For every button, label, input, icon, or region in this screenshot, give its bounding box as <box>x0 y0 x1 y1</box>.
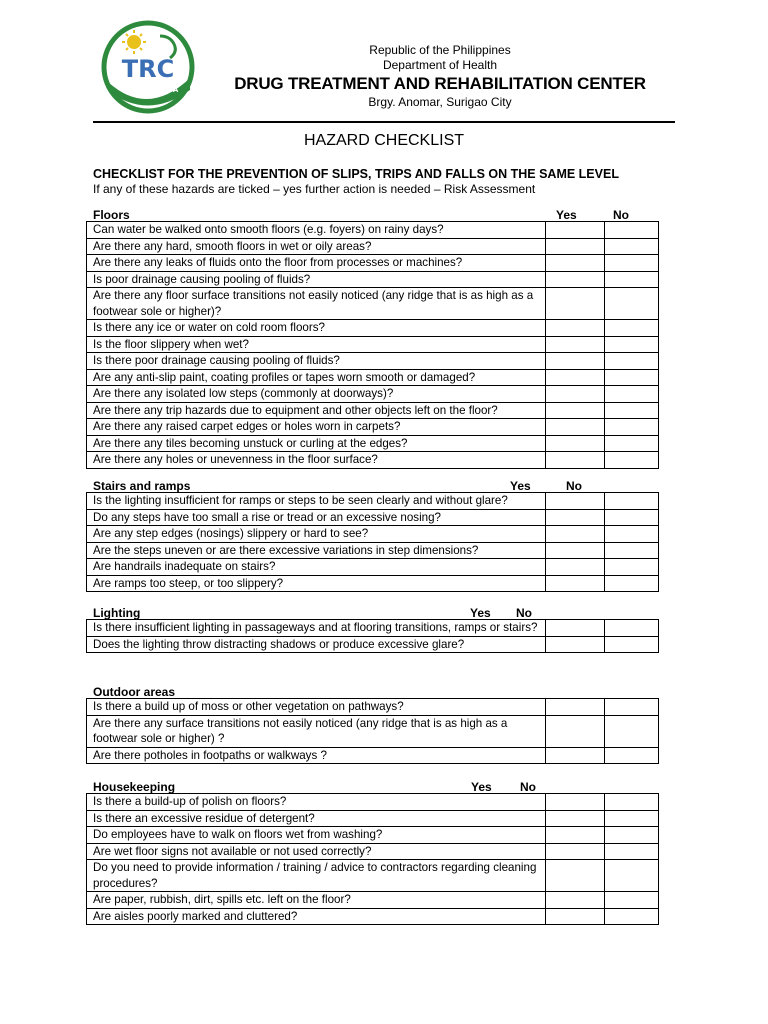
yes-checkbox-cell[interactable] <box>546 255 605 272</box>
no-checkbox-cell[interactable] <box>605 699 659 716</box>
question-text: Are paper, rubbish, dirt, spills etc. left on the floor? <box>87 892 546 909</box>
question-text: Are there any surface transitions not easily noticed (any ridge that is as high as a footwear sole or higher) ? <box>87 715 546 747</box>
checklist-row <box>87 271 659 288</box>
yes-checkbox-cell[interactable] <box>546 843 605 860</box>
checklist-row <box>87 509 659 526</box>
no-checkbox-cell[interactable] <box>605 255 659 272</box>
no-checkbox-cell[interactable] <box>605 794 659 811</box>
yes-checkbox-cell[interactable] <box>546 860 605 892</box>
question-text: Are there potholes in footpaths or walkways ? <box>87 747 546 764</box>
no-checkbox-cell[interactable] <box>605 747 659 764</box>
section-stairs-and-ramps <box>86 478 658 592</box>
header-republic: Republic of the Philippines <box>369 43 511 57</box>
svg-text:CARAGA: CARAGA <box>145 86 179 94</box>
yes-checkbox-cell[interactable] <box>546 620 605 637</box>
checklist-row <box>87 747 659 764</box>
checklist-row <box>87 699 659 716</box>
question-text: Are there any tiles becoming unstuck or curling at the edges? <box>87 435 546 452</box>
document-title: HAZARD CHECKLIST <box>303 132 465 149</box>
no-checkbox-cell[interactable] <box>605 810 659 827</box>
yes-checkbox-cell[interactable] <box>546 827 605 844</box>
checklist-subtitle: CHECKLIST FOR THE PREVENTION OF SLIPS, TRIPS AND FALLS ON THE SAME LEVEL <box>93 167 619 181</box>
trc-logo <box>98 20 200 114</box>
section-title: Lighting <box>93 606 141 620</box>
section-title: Stairs and ramps <box>93 479 191 493</box>
no-checkbox-cell[interactable] <box>605 860 659 892</box>
yes-checkbox-cell[interactable] <box>546 336 605 353</box>
question-text: Is the lighting insufficient for ramps or steps to be seen clearly and without glare? <box>87 493 546 510</box>
question-text: Is there a build up of moss or other vegetation on pathways? <box>87 699 546 716</box>
svg-text:TRC: TRC <box>121 55 175 83</box>
no-checkbox-cell[interactable] <box>605 892 659 909</box>
yes-checkbox-cell[interactable] <box>546 353 605 370</box>
yes-checkbox-cell[interactable] <box>546 493 605 510</box>
checklist-table <box>86 793 659 925</box>
checklist-row <box>87 575 659 592</box>
checklist-row <box>87 336 659 353</box>
checklist-table <box>86 492 659 592</box>
yes-checkbox-cell[interactable] <box>546 636 605 653</box>
yes-checkbox-cell[interactable] <box>546 509 605 526</box>
no-checkbox-cell[interactable] <box>605 715 659 747</box>
question-text: Are any anti-slip paint, coating profiles or tapes worn smooth or damaged? <box>87 369 546 386</box>
yes-checkbox-cell[interactable] <box>546 419 605 436</box>
no-checkbox-cell[interactable] <box>605 386 659 403</box>
checklist-row <box>87 369 659 386</box>
yes-column-header: Yes <box>471 780 492 794</box>
checklist-row <box>87 715 659 747</box>
question-text: Is there poor drainage causing pooling of fluids? <box>87 353 546 370</box>
no-checkbox-cell[interactable] <box>605 620 659 637</box>
question-text: Do employees have to walk on floors wet from washing? <box>87 827 546 844</box>
no-checkbox-cell[interactable] <box>605 271 659 288</box>
no-checkbox-cell[interactable] <box>605 509 659 526</box>
question-text: Are wet floor signs not available or not used correctly? <box>87 843 546 860</box>
checklist-table <box>86 619 659 653</box>
no-checkbox-cell[interactable] <box>605 288 659 320</box>
checklist-row <box>87 238 659 255</box>
yes-column-header: Yes <box>470 606 491 620</box>
yes-checkbox-cell[interactable] <box>546 288 605 320</box>
no-checkbox-cell[interactable] <box>605 575 659 592</box>
yes-checkbox-cell[interactable] <box>546 402 605 419</box>
no-column-header: No <box>613 208 629 222</box>
yes-checkbox-cell[interactable] <box>546 908 605 925</box>
question-text: Is there an excessive residue of detergent? <box>87 810 546 827</box>
yes-checkbox-cell[interactable] <box>546 452 605 469</box>
checklist-row <box>87 452 659 469</box>
question-text: Are ramps too steep, or too slippery? <box>87 575 546 592</box>
question-text: Is there any ice or water on cold room floors? <box>87 320 546 337</box>
yes-checkbox-cell[interactable] <box>546 222 605 239</box>
section-lighting <box>86 605 658 653</box>
section-title: Housekeeping <box>93 780 176 794</box>
no-column-header: No <box>516 606 532 620</box>
question-text: Does the lighting throw distracting shadows or produce excessive glare? <box>87 636 546 653</box>
question-text: Is the floor slippery when wet? <box>87 336 546 353</box>
yes-checkbox-cell[interactable] <box>546 892 605 909</box>
question-text: Are there any trip hazards due to equipment and other objects left on the floor? <box>87 402 546 419</box>
checklist-row <box>87 320 659 337</box>
no-checkbox-cell[interactable] <box>605 843 659 860</box>
checklist-row <box>87 255 659 272</box>
yes-checkbox-cell[interactable] <box>546 386 605 403</box>
yes-checkbox-cell[interactable] <box>546 575 605 592</box>
question-text: Is there insufficient lighting in passageways and at flooring transitions, ramps or stairs? <box>87 620 546 637</box>
question-text: Are aisles poorly marked and cluttered? <box>87 908 546 925</box>
no-checkbox-cell[interactable] <box>605 320 659 337</box>
no-checkbox-cell[interactable] <box>605 526 659 543</box>
header-address: Brgy. Anomar, Surigao City <box>368 95 512 109</box>
question-text: Are the steps uneven or are there excessive variations in step dimensions? <box>87 542 546 559</box>
checklist-row <box>87 810 659 827</box>
question-text: Are handrails inadequate on stairs? <box>87 559 546 576</box>
yes-checkbox-cell[interactable] <box>546 794 605 811</box>
no-checkbox-cell[interactable] <box>605 238 659 255</box>
yes-checkbox-cell[interactable] <box>546 271 605 288</box>
checklist-row <box>87 493 659 510</box>
checklist-row <box>87 843 659 860</box>
no-checkbox-cell[interactable] <box>605 827 659 844</box>
question-text: Are there any leaks of fluids onto the floor from processes or machines? <box>87 255 546 272</box>
yes-checkbox-cell[interactable] <box>546 369 605 386</box>
yes-checkbox-cell[interactable] <box>546 320 605 337</box>
yes-checkbox-cell[interactable] <box>546 435 605 452</box>
checklist-row <box>87 908 659 925</box>
no-checkbox-cell[interactable] <box>605 636 659 653</box>
no-checkbox-cell[interactable] <box>605 542 659 559</box>
no-checkbox-cell[interactable] <box>605 908 659 925</box>
yes-checkbox-cell[interactable] <box>546 238 605 255</box>
checklist-row <box>87 636 659 653</box>
checklist-row <box>87 827 659 844</box>
checklist-row <box>87 860 659 892</box>
question-text: Do you need to provide information / training / advice to contractors regarding cleaning procedures? <box>87 860 546 892</box>
question-text: Is there a build-up of polish on floors? <box>87 794 546 811</box>
section-title: Outdoor areas <box>93 685 176 699</box>
checklist-row <box>87 288 659 320</box>
question-text: Are there any hard, smooth floors in wet or oily areas? <box>87 238 546 255</box>
checklist-row <box>87 526 659 543</box>
section-housekeeping <box>86 779 658 925</box>
no-checkbox-cell[interactable] <box>605 369 659 386</box>
section-floors <box>86 207 658 469</box>
yes-checkbox-cell[interactable] <box>546 810 605 827</box>
yes-column-header: Yes <box>556 208 577 222</box>
header-department: Department of Health <box>382 58 498 72</box>
checklist-table <box>86 221 659 469</box>
no-checkbox-cell[interactable] <box>605 493 659 510</box>
no-checkbox-cell[interactable] <box>605 452 659 469</box>
header-center-name: DRUG TREATMENT AND REHABILITATION CENTER <box>234 74 646 93</box>
question-text: Are there any raised carpet edges or holes worn in carpets? <box>87 419 546 436</box>
section-title: Floors <box>93 208 130 222</box>
yes-checkbox-cell[interactable] <box>546 526 605 543</box>
checklist-row <box>87 559 659 576</box>
header-divider <box>93 121 675 123</box>
checklist-row <box>87 435 659 452</box>
no-column-header: No <box>520 780 536 794</box>
no-checkbox-cell[interactable] <box>605 336 659 353</box>
checklist-row <box>87 402 659 419</box>
no-checkbox-cell[interactable] <box>605 435 659 452</box>
no-checkbox-cell[interactable] <box>605 222 659 239</box>
checklist-table <box>86 698 659 764</box>
question-text: Are there any holes or unevenness in the floor surface? <box>87 452 546 469</box>
question-text: Are there any isolated low steps (commonly at doorways)? <box>87 386 546 403</box>
section-outdoor-areas <box>86 684 658 764</box>
question-text: Are there any floor surface transitions not easily noticed (any ridge that is as high as a footwear sole or higher)? <box>87 288 546 320</box>
question-text: Are any step edges (nosings) slippery or hard to see? <box>87 526 546 543</box>
no-checkbox-cell[interactable] <box>605 419 659 436</box>
question-text: Can water be walked onto smooth floors (e.g. foyers) on rainy days? <box>87 222 546 239</box>
yes-checkbox-cell[interactable] <box>546 559 605 576</box>
yes-checkbox-cell[interactable] <box>546 747 605 764</box>
checklist-row <box>87 620 659 637</box>
checklist-instructions: If any of these hazards are ticked – yes further action is needed – Risk Assessment <box>93 182 536 196</box>
checklist-row <box>87 794 659 811</box>
yes-checkbox-cell[interactable] <box>546 715 605 747</box>
question-text: Is poor drainage causing pooling of fluids? <box>87 271 546 288</box>
checklist-row <box>87 353 659 370</box>
yes-checkbox-cell[interactable] <box>546 699 605 716</box>
checklist-row <box>87 386 659 403</box>
checklist-row <box>87 222 659 239</box>
yes-column-header: Yes <box>510 479 531 493</box>
question-text: Do any steps have too small a rise or tread or an excessive nosing? <box>87 509 546 526</box>
no-column-header: No <box>566 479 582 493</box>
checklist-row <box>87 419 659 436</box>
no-checkbox-cell[interactable] <box>605 353 659 370</box>
yes-checkbox-cell[interactable] <box>546 542 605 559</box>
no-checkbox-cell[interactable] <box>605 402 659 419</box>
checklist-row <box>87 892 659 909</box>
checklist-row <box>87 542 659 559</box>
no-checkbox-cell[interactable] <box>605 559 659 576</box>
